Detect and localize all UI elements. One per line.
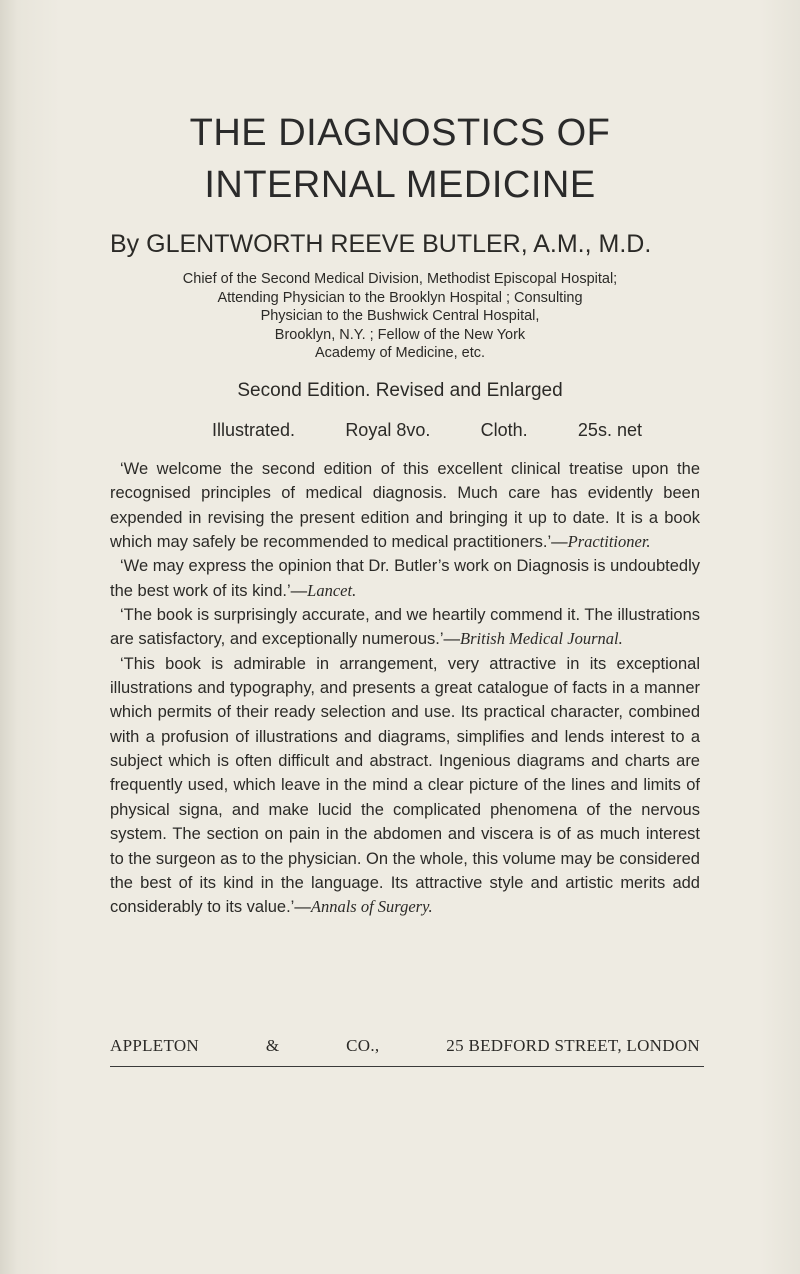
review-source: Annals of Surgery. [310, 897, 433, 917]
review-source: British Medical Journal. [460, 629, 623, 649]
review-lancet [110, 554, 700, 603]
credentials-line: Physician to the Bushwick Central Hospital, [260, 308, 540, 324]
format-size: Royal 8vo. [345, 420, 431, 440]
review-bmj [110, 603, 700, 652]
review-source: Practitioner. [567, 532, 651, 552]
review-quote: ‘The book is surprisingly accurate, and we heartily commend it. The illustrations are satisfactory, and exceptionally numerous.’— [110, 606, 700, 649]
edition-note: Second Edition. Revised and Enlarged [237, 380, 563, 401]
review-quote: ‘We welcome the second edition of this excellent clinical treatise upon the recognised principles of medical diagnosis. Much care has evidently been expended in revising the present edition and bringing it up to date. It is a book which may safely be recommended to medical practitioners.’— [110, 460, 700, 552]
review-quote: ‘We may express the opinion that Dr. Butler’s work on Diagnosis is undoubtedly the best work of its kind.’— [110, 557, 700, 600]
review-quote: ‘This book is admirable in arrangement, very attractive in its exceptional illustrations and typography, and presents a great catalogue of facts in a manner which permits of their ready selection and use. Its practical character, combined with a profusion of illustrations and diagrams, simplifies and lends interest to a subject which is often difficult and abstract. Ingenious diagrams and charts are frequently used, which leave in the mind a clear picture of the lines and limits of physical signa, and make lucid the complicated phenomena of the nervous system. The section on pain in the abdomen and viscera is of as much interest to the surgeon as to the physician. On the whole, this volume may be considered the best of its kind in the language. Its attractive style and artistic merits add considerably to its value.’— [110, 654, 700, 917]
book-format [212, 420, 642, 441]
book-title-line-1: THE DIAGNOSTICS OF [189, 112, 611, 154]
publisher-imprint [110, 1036, 700, 1056]
publisher-address: 25 BEDFORD STREET, LONDON [446, 1036, 700, 1055]
press-reviews [110, 457, 700, 920]
publisher-co: CO., [346, 1036, 380, 1055]
credentials-line: Brooklyn, N.Y. ; Fellow of the New York [274, 326, 526, 343]
review-annals-of-surgery [110, 652, 700, 920]
format-binding: Cloth. [480, 420, 528, 440]
credentials-line: Chief of the Second Medical Division, Methodist Episcopal Hospital; [182, 271, 618, 287]
format-price: 25s. net [577, 420, 642, 440]
publisher-ampersand: & [265, 1036, 280, 1055]
author-credentials [140, 270, 660, 363]
publisher-name: APPLETON [110, 1036, 199, 1055]
format-illustrated: Illustrated. [212, 420, 296, 440]
review-practitioner [110, 457, 700, 554]
author-line: By GLENTWORTH REEVE BUTLER, A.M., M.D. [110, 230, 652, 258]
book-title-line-2: INTERNAL MEDICINE [204, 164, 596, 206]
review-source: Lancet. [307, 580, 357, 600]
bottom-rule [110, 1066, 704, 1067]
credentials-line: Academy of Medicine, etc. [314, 345, 486, 361]
credentials-line: Attending Physician to the Brooklyn Hospital ; Consulting [217, 289, 583, 306]
